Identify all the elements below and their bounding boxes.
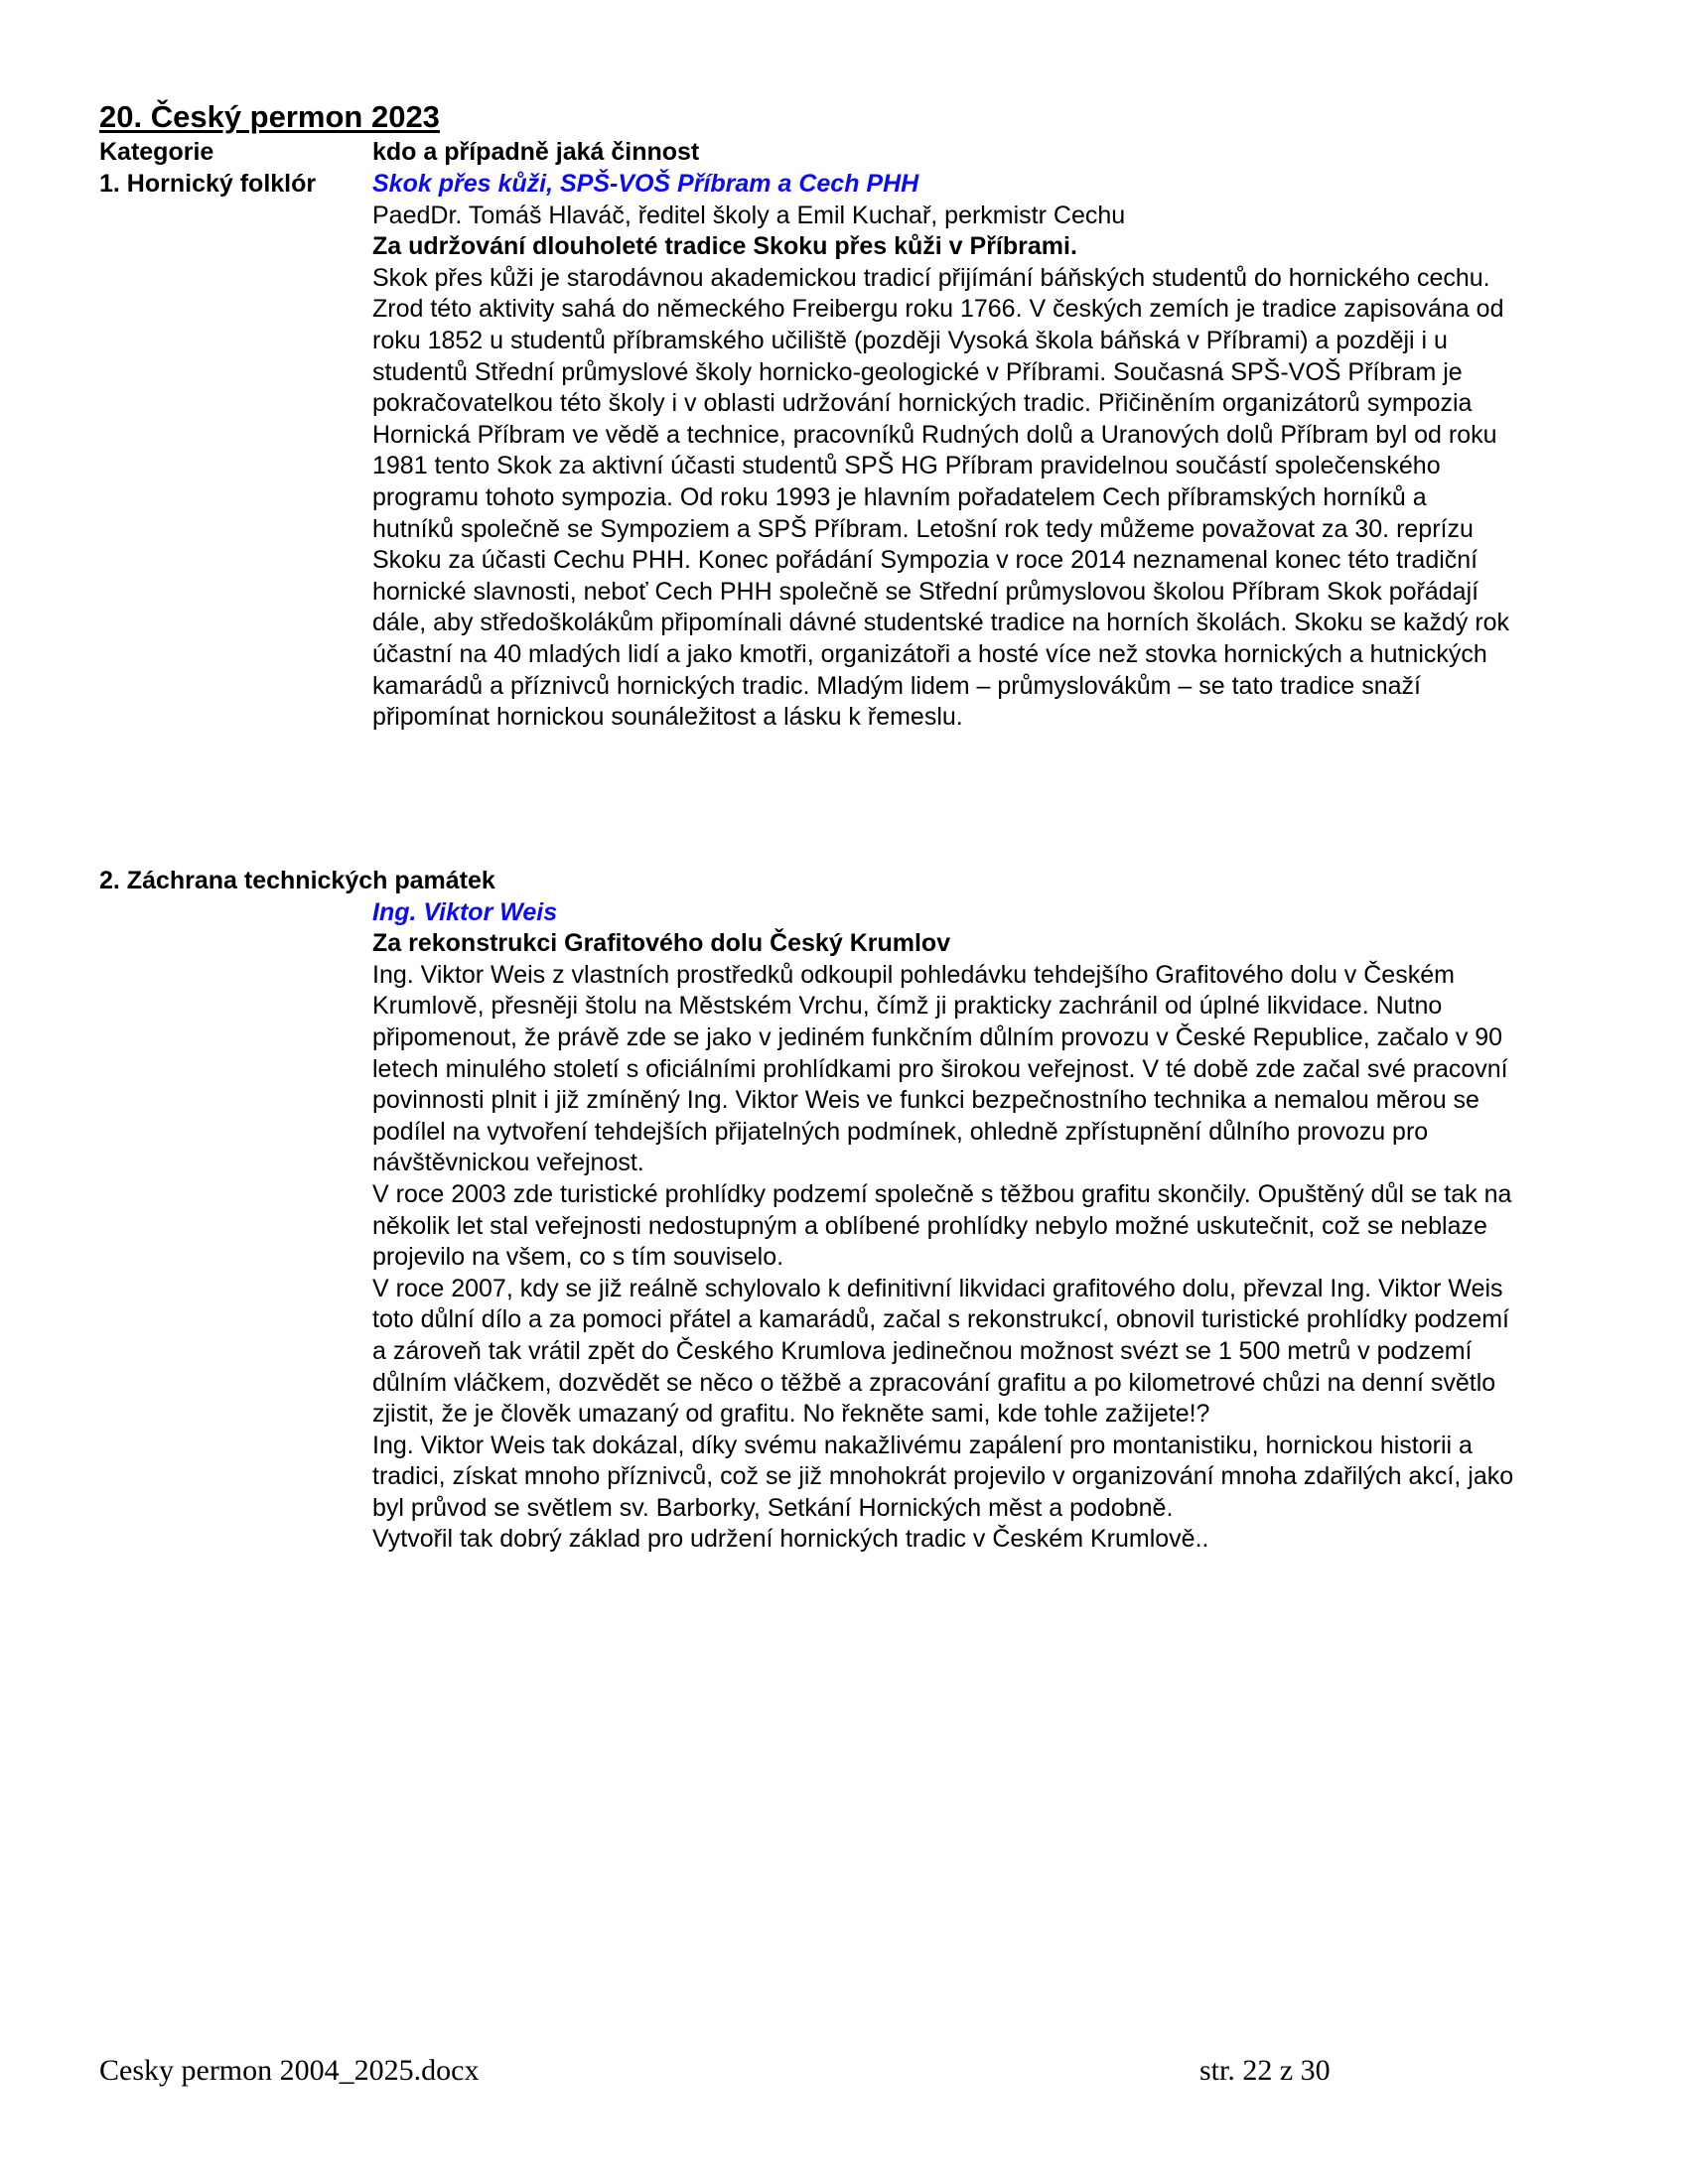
laureate-name: Skok přes kůži, SPŠ-VOŠ Příbram a Cech PHH (372, 170, 919, 198)
laureate-name: Ing. Viktor Weis (372, 897, 558, 926)
who-column-header: kdo a případně jaká činnost (372, 138, 700, 166)
footer-filename: Cesky permon 2004_2025.docx (99, 2054, 480, 2087)
description-paragraph: Ing. Viktor Weis tak dokázal, díky svému nakažlivému zapálení pro montanistiku, hornickou historii a tradici, získat mnoho příznivců, což se již mnohokrát projevilo v organizování mnoha zdařilých akcí, jako byl průvod se světlem sv. Barborky, Setkání Hornických měst a podobně. (372, 1431, 1514, 1522)
entry-content (372, 169, 1514, 734)
award-reason: Za rekonstrukci Grafitového dolu Český Krumlov (372, 929, 951, 958)
entry-category: 2. Záchrana technických památek (99, 867, 495, 894)
description-paragraph: Skok přes kůži je starodávnou akademickou tradicí přijímání báňských studentů do hornického cechu. Zrod této aktivity sahá do německého Freibergu roku 1766. V českých zemích je tradice zapisována od roku 1852 u studentů příbramského učiliště (později Vysoká škola báňská v Příbrami) a později i u studentů Střední průmyslové školy hornicko-geologické v Příbrami. Současná SPŠ-VOŠ Příbram je pokračovatelkou této školy i v oblasti udržování hornických tradic. Přičiněním organizátorů sympozia Hornická Příbram ve vědě a technice, pracovníků Rudných dolů a Uranových dolů Příbram byl od roku 1981 tento Skok za aktivní účasti studentů SPŠ HG Příbram pravidelnou součástí společenského programu tohoto sympozia. Od roku 1993 je hlavním pořadatelem Cech příbramských horníků a hutníků společně se Sympoziem a SPŠ Příbram. Letošní rok tedy můžeme považovat za 30. reprízu Skoku za účasti Cechu PHH. Konec pořádání Sympozia v roce 2014 neznamenal konec této tradiční hornické slavnosti, neboť Cech PHH společně se Střední průmyslovou školou Příbram Skok pořádají dále, aby středoškolákům připomínali dávné studentské tradice na horních školách. Skoku se každý rok účastní na 40 mladých lidí a jako kmotři, organizátoři a hosté více než stovka hornických a hutnických kamarádů a příznivců hornických tradic. Mladým lidem – průmyslovákům – se tato tradice snaží připomínat hornickou sounáležitost a lásku k řemeslu. (372, 263, 1510, 732)
description-paragraph: Ing. Viktor Weis z vlastních prostředků odkoupil pohledávku tehdejšího Grafitového dolu v Českém Krumlově, přesněji štolu na Městském Vrchu, čímž ji prakticky zachránil od úplné likvidace. Nutno připomenout, že právě zde se jako v jediném funkčním důlním provozu v České Republice, začalo v 90 letech minulého století s oficiálními prohlídkami pro širokou veřejnost. V té době zde začal své pracovní povinnosti plnit i již zmíněný Ing. Viktor Weis ve funkci bezpečnostního technika a nemalou měrou se podílel na vytvoření tehdejších přijatelných podmínek, ohledně zpřístupnění důlního provozu pro návštěvnickou veřejnost. (372, 960, 1508, 1177)
description-paragraph: V roce 2007, kdy se již reálně schylovalo k definitivní likvidaci grafitového dolu, převzal Ing. Viktor Weis toto důlní dílo a za pomoci přátel a kamarádů, začal s rekonstrukcí, obnovil turistické prohlídky podzemí a zároveň tak vrátil zpět do Českého Krumlova jedinečnou možnost svézt se 1 500 metrů v podzemí důlním vláčkem, dozvědět se něco o těžbě a zpracování grafitu a po kilometrové chůzi na denní světlo zjistit, že je člověk umazaný od grafitu. No řekněte sami, kde tohle zažijete!? (372, 1274, 1510, 1429)
laureate-persons: PaedDr. Tomáš Hlaváč, ředitel školy a Emil Kuchař, perkmistr Cechu (372, 201, 1126, 229)
description-paragraph: Vytvořil tak dobrý základ pro udržení hornických tradic v Českém Krumlově.. (372, 1525, 1209, 1554)
entry-category: 1. Hornický folklór (99, 170, 317, 198)
description-paragraph: V roce 2003 zde turistické prohlídky podzemí společně s těžbou grafitu skončily. Opuštěný důl se tak na několik let stal veřejnosti nedostupným a oblíbené prohlídky nebylo možné uskutečnit, což se neblaze projevilo na všem, co s tím souviselo. (372, 1179, 1512, 1272)
category-column-header: Kategorie (99, 138, 214, 166)
footer-page-number: str. 22 z 30 (1199, 2054, 1331, 2087)
page-title: 20. Český permon 2023 (99, 99, 440, 134)
entry-content (372, 897, 1514, 1556)
award-reason: Za udržování dlouholeté tradice Skoku přes kůži v Příbrami. (372, 232, 1077, 261)
